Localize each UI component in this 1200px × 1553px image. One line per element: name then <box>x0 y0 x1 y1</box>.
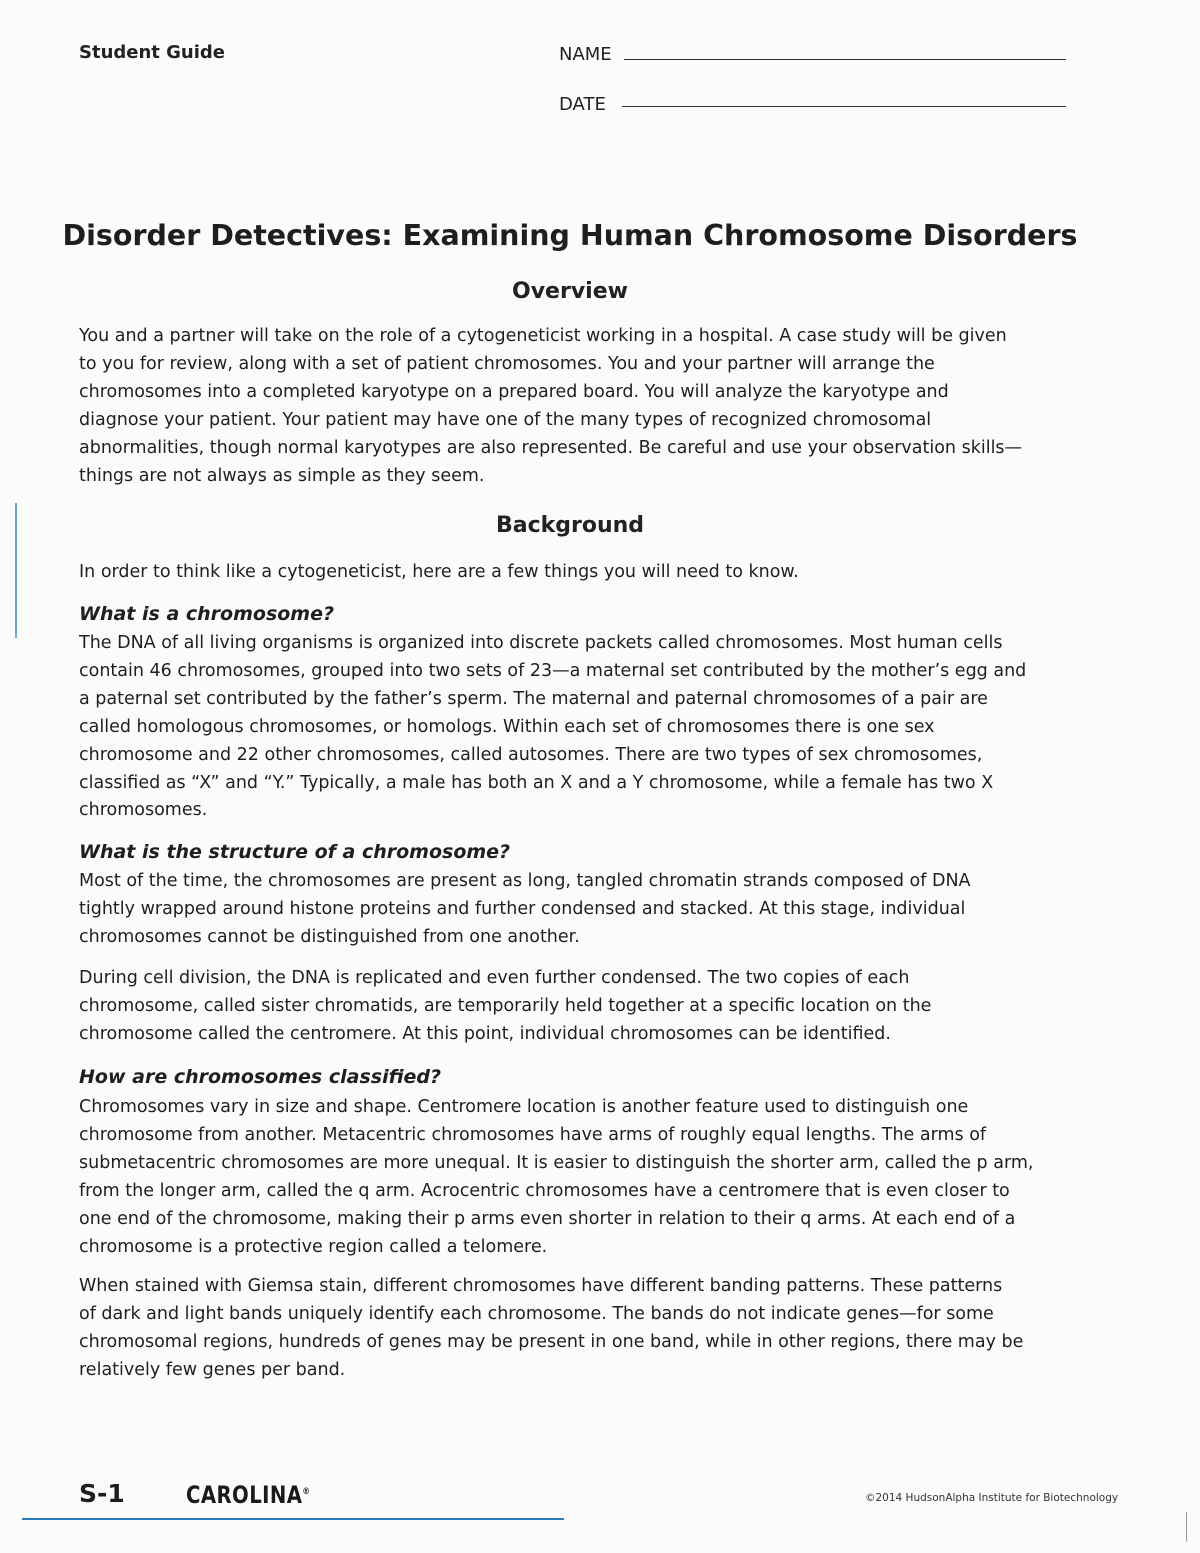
text-line: Chromosomes vary in size and shape. Centromere location is another feature used to distinguish one <box>79 1097 969 1117</box>
text-line: chromosomes. <box>79 800 208 821</box>
text-line: chromosomal regions, hundreds of genes may be present in one band, while in other regions, there may be <box>79 1331 1024 1352</box>
text-line: to you for review, along with a set of patient chromosomes. You and your partner will arrange the <box>79 353 935 374</box>
page-number: S-1 <box>79 1479 125 1508</box>
text-line: During cell division, the DNA is replicated and even further condensed. The two copies of each <box>79 968 910 988</box>
background-heading: Background <box>495 513 645 538</box>
background-intro <box>79 559 1079 587</box>
text-line: chromosome and 22 other chromosomes, called autosomes. There are two types of sex chromosomes, <box>79 744 983 765</box>
subheading-what-is-chromosome: What is a chromosome? <box>79 603 335 625</box>
carolina-logo <box>186 1481 310 1509</box>
text-line: chromosome, called sister chromatids, are temporarily held together at a specific location on the <box>79 995 932 1016</box>
text-line: The DNA of all living organisms is organized into discrete packets called chromosomes. Most human cells <box>79 633 1003 653</box>
overview-heading: Overview <box>512 279 628 304</box>
subheading-classified: How are chromosomes classified? <box>79 1066 442 1088</box>
copyright-notice: ©2014 HudsonAlpha Institute for Biotechnology <box>865 1492 1119 1504</box>
student-guide-label: Student Guide <box>79 42 226 63</box>
text-line: a paternal set contributed by the father’s sperm. The maternal and paternal chromosomes of a pair are <box>79 688 988 709</box>
text-line: chromosome is a protective region called a telomere. <box>79 1236 548 1257</box>
text-line: chromosomes cannot be distinguished from one another. <box>79 926 580 947</box>
text-line: one end of the chromosome, making their p arms even shorter in relation to their q arms. At each end of a <box>79 1208 1016 1229</box>
overview-paragraph <box>79 323 1079 490</box>
text-line: called homologous chromosomes, or homologs. Within each set of chromosomes there is one sex <box>79 716 935 737</box>
registered-mark: ® <box>302 1487 311 1497</box>
text-line: You and a partner will take on the role of a cytogeneticist working in a hospital. A case study will be given <box>79 326 1007 346</box>
text-line: chromosome called the centromere. At this point, individual chromosomes can be identified. <box>79 1023 891 1044</box>
classification-paragraph-1 <box>79 1094 1079 1261</box>
text-line: diagnose your patient. Your patient may have one of the many types of recognized chromosomal <box>79 409 932 430</box>
classification-paragraph-2 <box>79 1273 1079 1385</box>
text-line: chromosomes into a completed karyotype on a prepared board. You will analyze the karyotype and <box>79 381 949 402</box>
structure-paragraph-2 <box>79 965 1079 1049</box>
footer-rule <box>22 1518 564 1520</box>
text-line: relatively few genes per band. <box>79 1359 346 1380</box>
date-field[interactable] <box>622 106 1066 107</box>
text-line: abnormalities, though normal karyotypes are also represented. Be careful and use your observation skills— <box>79 437 1023 458</box>
structure-paragraph-1 <box>79 868 1079 952</box>
subheading-structure: What is the structure of a chromosome? <box>79 841 511 863</box>
text-line: tightly wrapped around histone proteins and further condensed and stacked. At this stage, individual <box>79 898 966 919</box>
name-label: NAME <box>559 44 612 65</box>
text-line: contain 46 chromosomes, grouped into two sets of 23—a maternal set contributed by the mother’s egg and <box>79 660 1027 681</box>
text-line: submetacentric chromosomes are more unequal. It is easier to distinguish the shorter arm, called the p arm, <box>79 1152 1034 1173</box>
document-title: Disorder Detectives: Examining Human Chromosome Disorders <box>62 219 1078 252</box>
text-line: chromosome from another. Metacentric chromosomes have arms of roughly equal lengths. The arms of <box>79 1124 987 1145</box>
text-line: When stained with Giemsa stain, different chromosomes have different banding patterns. These patterns <box>79 1276 1003 1296</box>
date-label: DATE <box>559 94 606 115</box>
text-line: things are not always as simple as they seem. <box>79 465 485 486</box>
chromosome-paragraph <box>79 630 1079 825</box>
text-line: In order to think like a cytogeneticist, here are a few things you will need to know. <box>79 562 799 582</box>
text-line: from the longer arm, called the q arm. Acrocentric chromosomes have a centromere that is even closer to <box>79 1180 1010 1201</box>
text-line: classified as “X” and “Y.” Typically, a male has both an X and a Y chromosome, while a female has two X <box>79 772 994 793</box>
text-line: Most of the time, the chromosomes are present as long, tangled chromatin strands composed of DNA <box>79 871 971 891</box>
logo-text: CAROLINA <box>186 1481 303 1509</box>
scan-edge-mark <box>1186 1512 1187 1542</box>
name-field[interactable] <box>624 59 1066 60</box>
text-line: of dark and light bands uniquely identify each chromosome. The bands do not indicate genes—for some <box>79 1303 994 1324</box>
